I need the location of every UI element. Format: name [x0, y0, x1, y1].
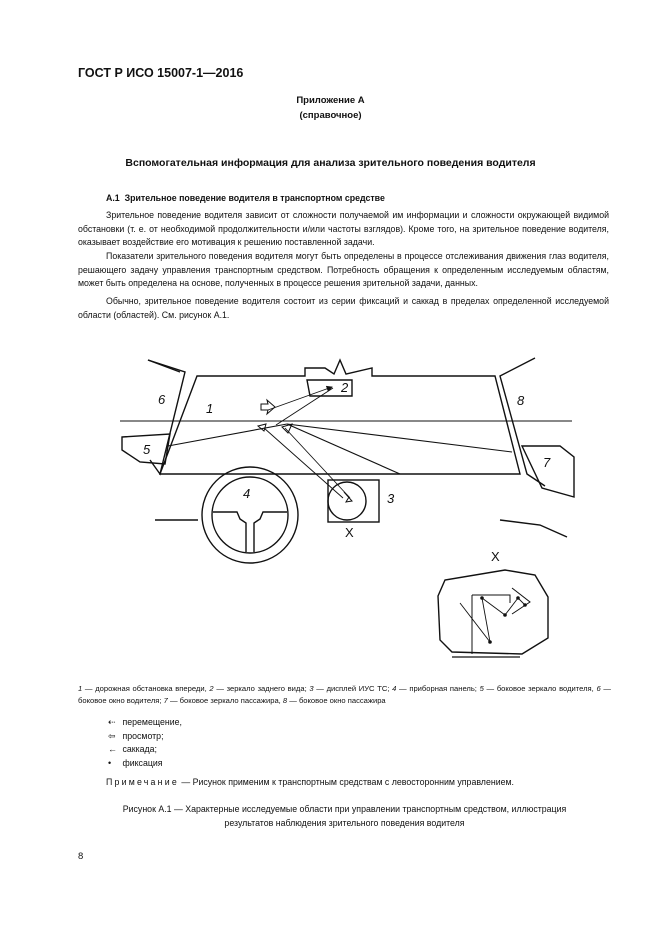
legend-text: перемещение,: [122, 717, 182, 727]
section-heading: [106, 193, 385, 203]
label-display: 3: [387, 491, 395, 506]
legend-text: просмотр;: [122, 730, 164, 741]
saccade-icon: ←: [108, 744, 117, 755]
key-num-4: 4: [392, 684, 397, 693]
key-num-7: 7: [163, 696, 168, 705]
figure-key: [78, 683, 611, 707]
legend-item: [108, 757, 182, 771]
document-header: ГОСТ Р ИСО 15007-1—2016: [78, 66, 244, 80]
annex-type: (справочное): [299, 110, 362, 121]
figure-note: [106, 777, 514, 787]
label-x-main: X: [345, 525, 354, 540]
key-text-3: — дисплей ИУС ТС;: [313, 684, 393, 693]
key-text-2: — зеркало заднего вида;: [213, 684, 310, 693]
label-driver-mirror: 5: [143, 442, 151, 457]
note-label: Примечание: [106, 777, 179, 787]
figure-caption: [78, 803, 611, 830]
key-num-6: 6: [596, 684, 601, 693]
detail-inset: [438, 570, 548, 654]
key-text-4: — приборная панель;: [396, 684, 480, 693]
legend-item: [108, 743, 182, 757]
paragraph-1: Зрительное поведение водителя зависит от сложности получаемой им информации и сложности окружающей видимой обстановки (т. е. от необходимой продолжительности и/или частоты взглядов). Кроме того, на зрительное поведение водителя, оказывает воздействие его мотивация к решению поставленной задачи.: [78, 210, 609, 248]
note-text: — Рисунок применим к транспортным средствам с левосторонним управлением.: [178, 777, 514, 787]
key-text-1: — дорожная обстановка впереди,: [82, 684, 210, 693]
key-num-1: 1: [78, 684, 83, 693]
label-road: 1: [206, 401, 214, 416]
section-title: Зрительное поведение водителя в транспортном средстве: [124, 193, 385, 203]
legend-item: [108, 716, 182, 730]
fixation-icon: •: [108, 757, 112, 768]
legend-text: фиксация: [122, 757, 163, 768]
label-x-detail: X: [491, 549, 500, 564]
label-passenger-window: 8: [517, 393, 525, 408]
main-title: Вспомогательная информация для анализа зрительного поведения водителя: [125, 157, 536, 169]
key-num-8: 8: [282, 696, 288, 705]
key-num-5: 5: [479, 684, 484, 693]
passenger-side-mirror: [522, 446, 574, 497]
page-number: 8: [78, 851, 84, 862]
figure-driver-visual-areas: [0, 340, 661, 670]
legend-text: саккада;: [122, 744, 157, 755]
steering-wheel: [202, 467, 298, 563]
key-text-8: — боковое окно пассажира: [287, 696, 386, 705]
label-panel: 4: [243, 486, 251, 501]
label-passenger-mirror: 7: [543, 455, 551, 470]
key-text-5: — боковое зеркало водителя,: [483, 684, 597, 693]
legend: [108, 716, 182, 770]
key-num-3: 3: [309, 684, 314, 693]
key-num-2: 2: [209, 684, 214, 693]
paragraph-3: Обычно, зрительное поведение водителя состоит из серии фиксаций и саккад в пределах определенной исследуемой области (областей). См. рисунок А.1.: [78, 296, 609, 320]
figure-caption-line2: результатов наблюдения зрительного поведения водителя: [224, 817, 465, 828]
annex-title: Приложение А: [296, 95, 365, 106]
paragraph-2: Показатели зрительного поведения водителя могут быть определены в процессе отслеживания движения глаз водителя, решающего задачу управления транспортным средством. Потребность обращения к определенным исследуемым областям, может быть определена на основе, полученных в процессе решения зрительной задачи, данных.: [78, 251, 609, 289]
section-number: А.1: [106, 193, 120, 203]
legend-item: [108, 730, 182, 744]
key-text-7: — боковое зеркало пассажира,: [167, 696, 283, 705]
windshield-outline: [160, 360, 520, 474]
key-text-6: — боковое окно водителя;: [78, 684, 611, 705]
view-icon: ⇦: [108, 730, 116, 741]
label-mirror: 2: [341, 380, 349, 395]
figure-caption-line1: Рисунок А.1 — Характерные исследуемые области при управлении транспортным средством, иллюстрация: [122, 804, 567, 814]
label-driver-window: 6: [158, 392, 166, 407]
move-icon: ⇠: [108, 717, 116, 727]
